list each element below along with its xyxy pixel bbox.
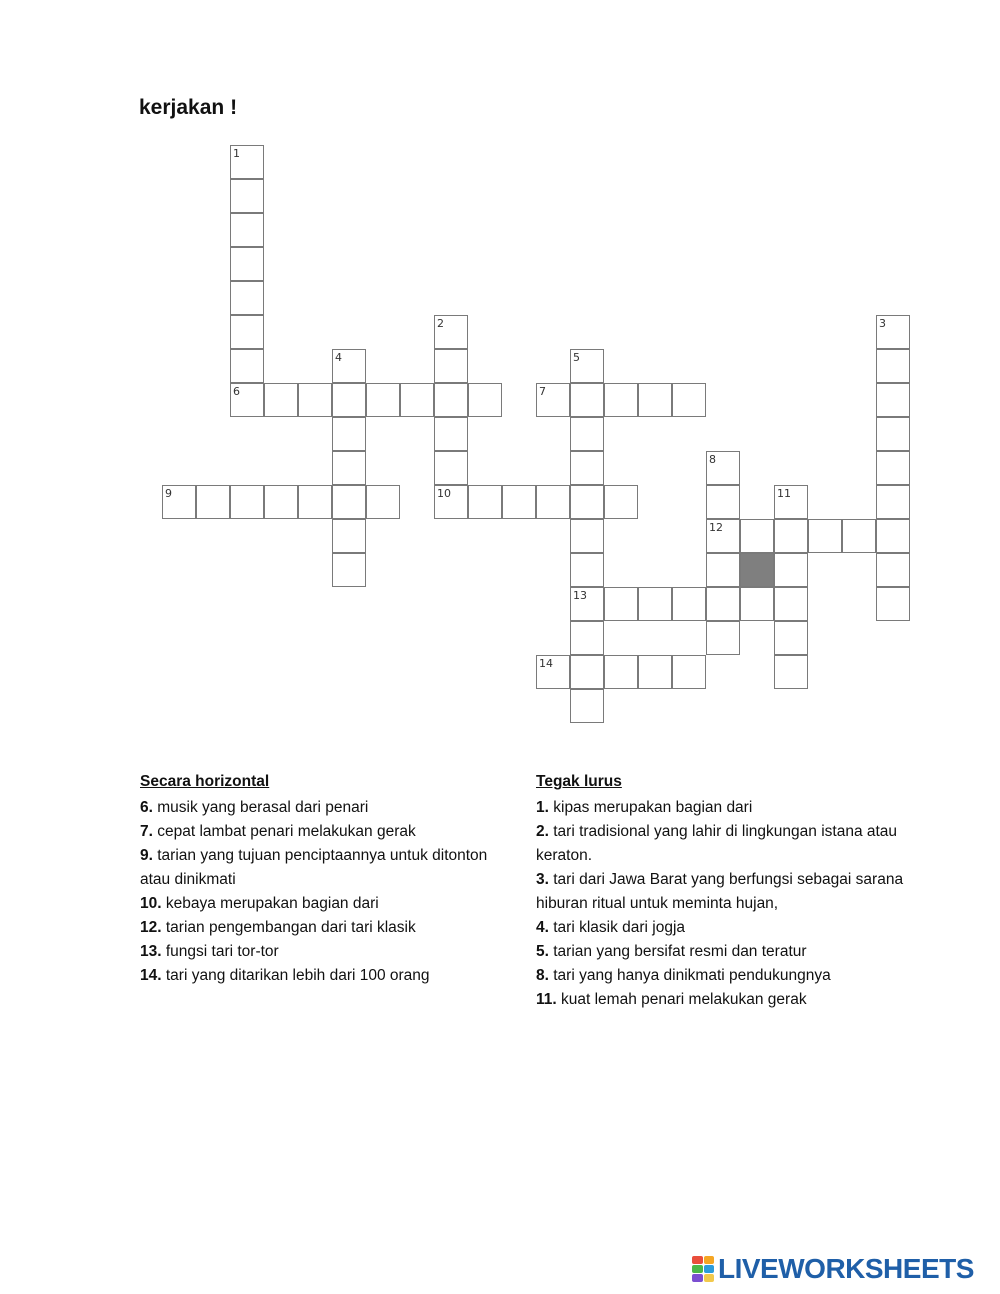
crossword-cell[interactable]	[230, 179, 264, 213]
clue-text: tari dari Jawa Barat yang berfungsi sebagai sarana hiburan ritual untuk meminta hujan,	[536, 871, 904, 912]
clue-number-label: 13.	[140, 943, 162, 960]
crossword-cell[interactable]	[332, 519, 366, 553]
crossword-cell[interactable]	[876, 485, 910, 519]
crossword-cell[interactable]	[264, 383, 298, 417]
clue-number: 1	[233, 147, 240, 160]
clue-text: kipas merupakan bagian dari	[548, 799, 753, 816]
crossword-cell[interactable]	[570, 383, 604, 417]
clue-number: 13	[573, 589, 587, 602]
crossword-cell[interactable]	[502, 485, 536, 519]
clue-number: 3	[879, 317, 886, 330]
crossword-cell[interactable]	[774, 621, 808, 655]
vertical-clue	[536, 868, 931, 916]
crossword-cell[interactable]	[706, 451, 740, 485]
logo-tile	[692, 1274, 703, 1282]
logo-tile	[704, 1274, 715, 1282]
logo-tile	[704, 1256, 715, 1264]
clue-number: 4	[335, 351, 342, 364]
crossword-cell[interactable]	[570, 349, 604, 383]
crossword-cell[interactable]	[740, 587, 774, 621]
liveworksheets-logo	[692, 1254, 974, 1284]
clue-text: tari tradisional yang lahir di lingkungan istana atau keraton.	[536, 823, 898, 864]
crossword-cell[interactable]	[298, 383, 332, 417]
clue-number: 9	[165, 487, 172, 500]
crossword-cell[interactable]	[706, 485, 740, 519]
page-title: kerjakan !	[139, 96, 238, 119]
clue-text: tari klasik dari jogja	[548, 919, 686, 936]
clue-number: 5	[573, 351, 580, 364]
crossword-cell[interactable]	[366, 485, 400, 519]
clue-number-label: 14.	[140, 967, 162, 984]
crossword-cell[interactable]	[332, 417, 366, 451]
crossword-cell[interactable]	[604, 587, 638, 621]
crossword-cell[interactable]	[332, 349, 366, 383]
crossword-cell[interactable]	[570, 519, 604, 553]
horizontal-clue	[140, 892, 500, 916]
crossword-cell[interactable]	[434, 349, 468, 383]
vertical-clues	[536, 770, 931, 1012]
crossword-cell[interactable]	[672, 383, 706, 417]
clue-text: kebaya merupakan bagian dari	[161, 895, 379, 912]
crossword-cell[interactable]	[876, 315, 910, 349]
crossword-cell[interactable]	[740, 519, 774, 553]
crossword-cell[interactable]	[468, 383, 502, 417]
clue-number-label: 9.	[140, 847, 153, 864]
crossword-cell[interactable]	[570, 451, 604, 485]
crossword-cell[interactable]	[604, 655, 638, 689]
crossword-cell[interactable]	[672, 587, 706, 621]
crossword-cell[interactable]	[570, 587, 604, 621]
horizontal-clue	[140, 916, 500, 940]
crossword-cell[interactable]	[638, 655, 672, 689]
crossword-cell[interactable]	[332, 383, 366, 417]
clue-number-label: 8.	[536, 967, 549, 984]
clue-number: 11	[777, 487, 791, 500]
crossword-cell[interactable]	[230, 383, 264, 417]
crossword-cell[interactable]	[434, 485, 468, 519]
crossword-cell[interactable]	[706, 587, 740, 621]
clue-number: 2	[437, 317, 444, 330]
crossword-cell[interactable]	[196, 485, 230, 519]
crossword-cell[interactable]	[876, 553, 910, 587]
crossword-cell[interactable]	[876, 519, 910, 553]
vertical-clue	[536, 820, 931, 868]
crossword-cell[interactable]	[876, 417, 910, 451]
crossword-cell[interactable]	[774, 587, 808, 621]
logo-tile	[692, 1256, 703, 1264]
horizontal-clue	[140, 796, 500, 820]
crossword-cell[interactable]	[536, 655, 570, 689]
crossword-cell[interactable]	[808, 519, 842, 553]
clue-number-label: 6.	[140, 799, 153, 816]
crossword-cell[interactable]	[876, 587, 910, 621]
clue-text: cepat lambat penari melakukan gerak	[152, 823, 416, 840]
crossword-cell[interactable]	[332, 451, 366, 485]
horizontal-heading: Secara horizontal	[140, 773, 270, 790]
clue-text: tari yang hanya dinikmati pendukungnya	[548, 967, 831, 984]
clue-number: 14	[539, 657, 553, 670]
clue-text: tarian yang bersifat resmi dan teratur	[548, 943, 807, 960]
crossword-cell[interactable]	[706, 553, 740, 587]
crossword-cell[interactable]	[604, 383, 638, 417]
horizontal-clue	[140, 940, 500, 964]
vertical-clue	[536, 796, 931, 820]
crossword-blocked-cell	[740, 553, 774, 587]
crossword-cell[interactable]	[774, 553, 808, 587]
clue-text: fungsi tari tor-tor	[161, 943, 279, 960]
crossword-cell[interactable]	[230, 281, 264, 315]
clue-number-label: 2.	[536, 823, 549, 840]
clue-number-label: 1.	[536, 799, 549, 816]
vertical-clue	[536, 964, 931, 988]
logo-tile	[692, 1265, 703, 1273]
crossword-cell[interactable]	[638, 587, 672, 621]
crossword-cell[interactable]	[230, 213, 264, 247]
clue-number: 10	[437, 487, 451, 500]
clue-number: 7	[539, 385, 546, 398]
crossword-cell[interactable]	[434, 315, 468, 349]
crossword-cell[interactable]	[536, 485, 570, 519]
crossword-cell[interactable]	[298, 485, 332, 519]
clue-number: 6	[233, 385, 240, 398]
crossword-cell[interactable]	[230, 247, 264, 281]
crossword-cell[interactable]	[230, 145, 264, 179]
crossword-cell[interactable]	[570, 655, 604, 689]
clue-number-label: 3.	[536, 871, 549, 888]
crossword-cell[interactable]	[230, 485, 264, 519]
crossword-cell[interactable]	[162, 485, 196, 519]
crossword-cell[interactable]	[536, 383, 570, 417]
crossword-cell[interactable]	[366, 383, 400, 417]
crossword-cell[interactable]	[774, 485, 808, 519]
crossword-cell[interactable]	[876, 349, 910, 383]
horizontal-clue	[140, 820, 500, 844]
clue-number-label: 10.	[140, 895, 162, 912]
vertical-clue	[536, 940, 931, 964]
logo-tile	[704, 1265, 715, 1273]
crossword-cell[interactable]	[672, 655, 706, 689]
crossword-cell[interactable]	[570, 485, 604, 519]
crossword-cell[interactable]	[570, 621, 604, 655]
crossword-cell[interactable]	[400, 383, 434, 417]
crossword-cell[interactable]	[468, 485, 502, 519]
clue-number: 12	[709, 521, 723, 534]
crossword-cell[interactable]	[604, 485, 638, 519]
vertical-clue	[536, 916, 931, 940]
clue-number-label: 12.	[140, 919, 162, 936]
crossword-cell[interactable]	[230, 315, 264, 349]
crossword-cell[interactable]	[774, 519, 808, 553]
crossword-cell[interactable]	[434, 451, 468, 485]
crossword-cell[interactable]	[332, 553, 366, 587]
logo-text: LIVEWORKSHEETS	[718, 1253, 974, 1284]
crossword-cell[interactable]	[842, 519, 876, 553]
clue-number-label: 7.	[140, 823, 153, 840]
crossword-cell[interactable]	[876, 383, 910, 417]
crossword-cell[interactable]	[570, 417, 604, 451]
crossword-cell[interactable]	[638, 383, 672, 417]
horizontal-clue	[140, 964, 500, 988]
crossword-cell[interactable]	[876, 451, 910, 485]
crossword-cell[interactable]	[570, 553, 604, 587]
crossword-cell[interactable]	[774, 655, 808, 689]
logo-mark-icon	[692, 1256, 714, 1282]
horizontal-clue	[140, 844, 500, 892]
clue-number-label: 4.	[536, 919, 549, 936]
crossword-cell[interactable]	[264, 485, 298, 519]
clue-text: tarian yang tujuan penciptaannya untuk ditonton atau dinikmati	[140, 847, 488, 888]
horizontal-clues	[140, 770, 500, 988]
crossword-cell[interactable]	[706, 621, 740, 655]
clue-number-label: 5.	[536, 943, 549, 960]
clue-text: tari yang ditarikan lebih dari 100 orang	[161, 967, 430, 984]
crossword-cell[interactable]	[434, 383, 468, 417]
clue-number: 8	[709, 453, 716, 466]
clue-text: kuat lemah penari melakukan gerak	[556, 991, 807, 1008]
clue-text: musik yang berasal dari penari	[152, 799, 369, 816]
clue-number-label: 11.	[536, 991, 557, 1008]
vertical-heading: Tegak lurus	[536, 773, 622, 790]
crossword-cell[interactable]	[706, 519, 740, 553]
crossword-cell[interactable]	[230, 349, 264, 383]
crossword-cell[interactable]	[332, 485, 366, 519]
vertical-clue	[536, 988, 931, 1012]
crossword-cell[interactable]	[434, 417, 468, 451]
clue-text: tarian pengembangan dari tari klasik	[161, 919, 416, 936]
crossword-cell[interactable]	[570, 689, 604, 723]
